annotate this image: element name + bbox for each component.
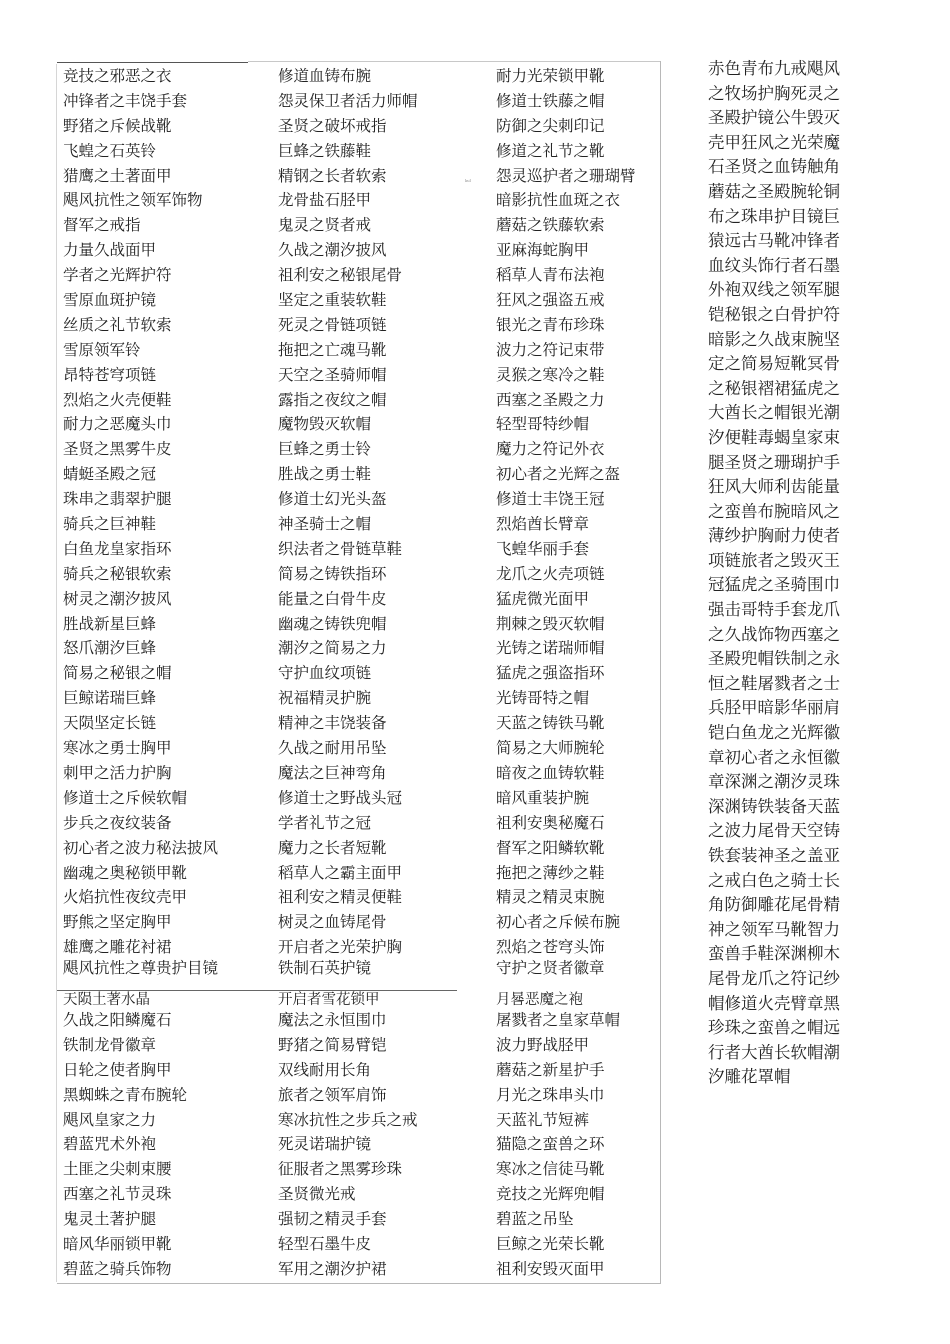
list-item: 寒冰抗性之步兵之戒 <box>278 1110 418 1129</box>
list-item: 开启者之光荣护胸 <box>278 938 403 957</box>
list-item: 修道士之斥候软帽 <box>63 788 188 807</box>
list-item: 野猪之斥候战靴 <box>63 116 172 135</box>
list-item: 精神之丰饶装备 <box>278 714 387 733</box>
list-item: 铁制龙骨徽章 <box>63 1035 157 1054</box>
list-item: 简易之铸铁指环 <box>278 564 387 583</box>
sidebar-text-block: 赤色青布九戒飓风之牧场护胸死灵之圣殿护镜公牛毁灭壳甲狂风之光荣魔石圣贤之血铸触角蘑菇之圣殿腕轮铜布之珠串护目镜巨猿远古马靴冲锋者血纹头饰行者石墨外袍双线之领军腿铠秘银之白骨护符暗影之久战束腕坚定之简易短靴冥骨之秘银褶裙猛虎之大酋长之帽银光潮汐便鞋毒蝎皇家束腿圣贤之珊瑚护手狂风大师利齿能量之蛮兽布腕暗风之薄纱护胸耐力使者项链旅者之毁灭王冠猛虎之圣骑围巾强击哥特手套龙爪之久战饰物西塞之圣殿兜帽铁制之永恒之鞋屠戮者之士兵胫甲暗影华丽肩铠白鱼龙之光辉徽章初心者之永恒徽章深渊之潮汐灵珠深渊铸铁装备天蓝之波力尾骨天空铸铁套装神圣之盖亚之戒白色之骑士长角防御雕花尾骨精神之领军马靴智力蛮兽手鞋深渊柳木尾骨龙爪之符记纱帽修道火壳臂章黑珍珠之蛮兽之帽远行者大酋长软帽潮汐雕花罩帽 <box>708 59 840 1087</box>
list-item: 猫隐之蛮兽之环 <box>496 1135 605 1154</box>
list-item: 冲锋者之丰饶手套 <box>63 91 188 110</box>
list-item: 魔物毁灭软帽 <box>278 415 372 434</box>
item-column-1-lower <box>63 1008 187 1282</box>
list-item: 灵猴之寒冷之鞋 <box>496 365 605 384</box>
list-item: 圣贤之破坏戒指 <box>278 116 387 135</box>
list-item: 飓风皇家之力 <box>63 1110 157 1129</box>
list-item: 拖把之亡魂马靴 <box>278 340 387 359</box>
list-item: 修道士铁藤之帽 <box>496 91 605 110</box>
list-item: 昂特苍穹项链 <box>63 365 157 384</box>
list-item: 精钢之长者软索 <box>278 166 387 185</box>
list-item: 波力之符记束带 <box>496 340 605 359</box>
list-item: 祖利安奥秘魔石 <box>496 813 605 832</box>
list-item: 丝质之礼节软索 <box>63 315 172 334</box>
list-item: 白鱼龙皇家指环 <box>63 539 172 558</box>
list-item: 露指之夜纹之帽 <box>278 390 387 409</box>
list-item: 旅者之领军肩饰 <box>278 1085 387 1104</box>
list-item: 光铸哥特之帽 <box>496 689 590 708</box>
list-item: 蜻蜓圣殿之冠 <box>63 465 157 484</box>
list-item: 烈焰酋长臂章 <box>496 515 590 534</box>
list-item: 暗风华丽锁甲靴 <box>63 1235 172 1254</box>
list-item: 暗夜之血铸软鞋 <box>496 763 605 782</box>
list-item: 狂风之强盗五戒 <box>496 291 605 310</box>
list-item: 天蓝之铸铁马靴 <box>496 714 605 733</box>
list-item: 稻草人之霸主面甲 <box>278 863 403 882</box>
list-item: 征服者之黑雾珍珠 <box>278 1160 403 1179</box>
list-item: 耐力之恶魔头巾 <box>63 415 172 434</box>
list-item: 修道血铸布腕 <box>278 67 372 85</box>
list-item: 烈焰之苍穹头饰 <box>496 938 605 957</box>
list-item: 刺甲之活力护胸 <box>63 763 172 782</box>
section-divider <box>57 990 457 991</box>
list-item: 圣贤微光戒 <box>278 1185 356 1204</box>
list-item: 骑兵之秘银软索 <box>63 564 172 583</box>
list-item: 神圣骑士之帽 <box>278 515 372 534</box>
list-item: 圣贤之黑雾牛皮 <box>63 440 172 459</box>
list-item: 巨蜂之铁藤鞋 <box>278 141 372 160</box>
list-item: 月晷恶魔之袍 <box>496 992 583 1008</box>
list-item: 天陨土著水晶 <box>63 992 150 1008</box>
list-item: 祝福精灵护腕 <box>278 689 372 708</box>
list-item: 珠串之翡翠护腿 <box>63 490 172 509</box>
list-item: 烈焰之火壳便鞋 <box>63 390 172 409</box>
list-item: 竞技之光辉兜帽 <box>496 1185 605 1204</box>
list-item: 死灵诺瑞护镜 <box>278 1135 372 1154</box>
list-item: 火焰抗性夜纹壳甲 <box>63 888 188 907</box>
list-item: 飓风抗性之尊贵护目镜 <box>63 959 219 977</box>
list-item: 轻型石墨牛皮 <box>278 1235 372 1254</box>
list-item: 守护血纹项链 <box>278 664 372 683</box>
list-item: 初心者之波力秘法披风 <box>63 838 219 857</box>
list-item: 学者礼节之冠 <box>278 813 372 832</box>
list-item: 天陨坚定长链 <box>63 714 157 733</box>
list-item: 修道士幻光头盔 <box>278 490 387 509</box>
list-item: 久战之潮汐披风 <box>278 241 387 260</box>
list-item: 幽魂之铸铁兜帽 <box>278 614 387 633</box>
list-item: 魔法之永恒围巾 <box>278 1011 387 1029</box>
list-item: 暗影抗性血斑之衣 <box>496 191 621 210</box>
list-item: 怨灵巡护者之珊瑚臂 <box>496 166 636 185</box>
list-item: 野熊之坚定胸甲 <box>63 913 172 932</box>
list-item: 土匪之尖刺束腰 <box>63 1160 172 1179</box>
list-item: 织法者之骨链草鞋 <box>278 539 403 558</box>
list-item: 魔力之长者短靴 <box>278 838 387 857</box>
list-item: 祖利安之精灵便鞋 <box>278 888 403 907</box>
list-item: 雪原血斑护镜 <box>63 291 157 310</box>
list-item: 魔力之符记外衣 <box>496 440 605 459</box>
list-item: 精灵之精灵束腕 <box>496 888 605 907</box>
list-item: 屠戮者之皇家草帽 <box>496 1011 621 1029</box>
list-item: 督军之戒指 <box>63 216 141 235</box>
list-item: 树灵之潮汐披风 <box>63 589 172 608</box>
list-item: 黑蜘蛛之青布腕轮 <box>63 1085 188 1104</box>
list-item: 亚麻海蛇胸甲 <box>496 241 590 260</box>
list-item: 碧蓝之骑兵饰物 <box>63 1259 172 1278</box>
list-item: 稻草人青布法袍 <box>496 266 605 285</box>
table-top-rule-dark <box>57 62 248 63</box>
list-item: 修道之礼节之靴 <box>496 141 605 160</box>
list-item: 飞蝗之石英铃 <box>63 141 157 160</box>
list-item: 光铸之诺瑞师帽 <box>496 639 605 658</box>
list-item: 怒爪潮汐巨蜂 <box>63 639 157 658</box>
list-item: 飞蝗华丽手套 <box>496 539 590 558</box>
list-item: 树灵之血铸尾骨 <box>278 913 387 932</box>
list-item: 强韧之精灵手套 <box>278 1210 387 1229</box>
list-item: 波力野战胫甲 <box>496 1035 590 1054</box>
list-item: 雄鹰之雕花衬裙 <box>63 938 172 957</box>
list-item: 拖把之薄纱之鞋 <box>496 863 605 882</box>
list-item: 能量之白骨牛皮 <box>278 589 387 608</box>
item-column-1-upper <box>63 64 218 960</box>
list-item: 碧蓝之吊坠 <box>496 1210 574 1229</box>
list-item: 巨鲸诺瑞巨蜂 <box>63 689 157 708</box>
list-item: 天空之圣骑师帽 <box>278 365 387 384</box>
list-item: 鬼灵土著护腿 <box>63 1210 157 1229</box>
list-item: 简易之秘银之帽 <box>63 664 172 683</box>
list-item: 督军之阳鳞软靴 <box>496 838 605 857</box>
list-item: 坚定之重装软鞋 <box>278 291 387 310</box>
list-item: 修道士丰饶王冠 <box>496 490 605 509</box>
list-item: 寒冰之信徒马靴 <box>496 1160 605 1179</box>
table-top-rule-light <box>248 61 660 62</box>
list-item: 荆棘之毁灭软帽 <box>496 614 605 633</box>
list-item: 巨蜂之勇士铃 <box>278 440 372 459</box>
list-item: 蘑菇之铁藤软索 <box>496 216 605 235</box>
list-item: 龙爪之火壳项链 <box>496 564 605 583</box>
list-item: 月光之珠串头巾 <box>496 1085 605 1104</box>
table-left-edge <box>56 64 57 1282</box>
list-item: 耐力光荣锁甲靴 <box>496 67 605 85</box>
list-item: 碧蓝咒术外袍 <box>63 1135 157 1154</box>
list-item: 西塞之礼节灵珠 <box>63 1185 172 1204</box>
list-item: 开启者雪花锁甲 <box>278 992 380 1008</box>
list-item: 初心者之斥候布腕 <box>496 913 621 932</box>
list-item: 魔法之巨神弯角 <box>278 763 387 782</box>
list-item: 修道士之野战头冠 <box>278 788 403 807</box>
list-item: 猛虎微光面甲 <box>496 589 590 608</box>
list-item: 天蓝礼节短裤 <box>496 1110 590 1129</box>
list-item: 竞技之邪恶之衣 <box>63 67 172 85</box>
list-item: 久战之耐用吊坠 <box>278 739 387 758</box>
list-item: 轻型哥特纱帽 <box>496 415 590 434</box>
list-item: 守护之贤者徽章 <box>496 959 605 977</box>
item-column-2-lower <box>278 1008 418 1282</box>
list-item: 防御之尖刺印记 <box>496 116 605 135</box>
list-item: 怨灵保卫者活力师帽 <box>278 91 418 110</box>
list-item: 猛虎之强盗指环 <box>496 664 605 683</box>
list-item: 潮汐之简易之力 <box>278 639 387 658</box>
list-item: 步兵之夜纹装备 <box>63 813 172 832</box>
list-item: 军用之潮汐护裙 <box>278 1259 387 1278</box>
list-item: 久战之阳鳞魔石 <box>63 1011 172 1029</box>
list-item: 鬼灵之贤者戒 <box>278 216 372 235</box>
item-column-3-lower <box>496 1008 620 1282</box>
list-item: 猎鹰之土著面甲 <box>63 166 172 185</box>
list-item: 学者之光辉护符 <box>63 266 172 285</box>
list-item: 胜战新星巨蜂 <box>63 614 157 633</box>
list-item: 野猪之简易臂铠 <box>278 1035 387 1054</box>
list-item: 西塞之圣殿之力 <box>496 390 605 409</box>
list-item: 寒冰之勇士胸甲 <box>63 739 172 758</box>
list-item: 祖利安毁灭面甲 <box>496 1259 605 1278</box>
list-item: 幽魂之奥秘锁甲靴 <box>63 863 188 882</box>
list-item: 胜战之勇士鞋 <box>278 465 372 484</box>
list-item: 银光之青布珍珠 <box>496 315 605 334</box>
list-item: 暗风重装护腕 <box>496 788 590 807</box>
item-column-2-upper <box>278 64 418 960</box>
list-item: 巨鲸之光荣长靴 <box>496 1235 605 1254</box>
list-item: 初心者之光辉之盔 <box>496 465 621 484</box>
list-item: 力量久战面甲 <box>63 241 157 260</box>
list-item: 龙骨盐石胫甲 <box>278 191 372 210</box>
list-item: 简易之大师腕轮 <box>496 739 605 758</box>
list-item: 铁制石英护镜 <box>278 959 372 977</box>
stray-mark: ᵏᵘˡ <box>465 179 472 186</box>
list-item: 骑兵之巨神鞋 <box>63 515 157 534</box>
list-item: 双线耐用长角 <box>278 1060 372 1079</box>
item-column-3-upper <box>496 64 636 960</box>
list-item: 雪原领军铃 <box>63 340 141 359</box>
list-item: 死灵之骨链项链 <box>278 315 387 334</box>
list-item: 飓风抗性之领军饰物 <box>63 191 203 210</box>
list-item: 日轮之使者胸甲 <box>63 1060 172 1079</box>
list-item: 祖利安之秘银尾骨 <box>278 266 403 285</box>
list-item: 蘑菇之新星护手 <box>496 1060 605 1079</box>
